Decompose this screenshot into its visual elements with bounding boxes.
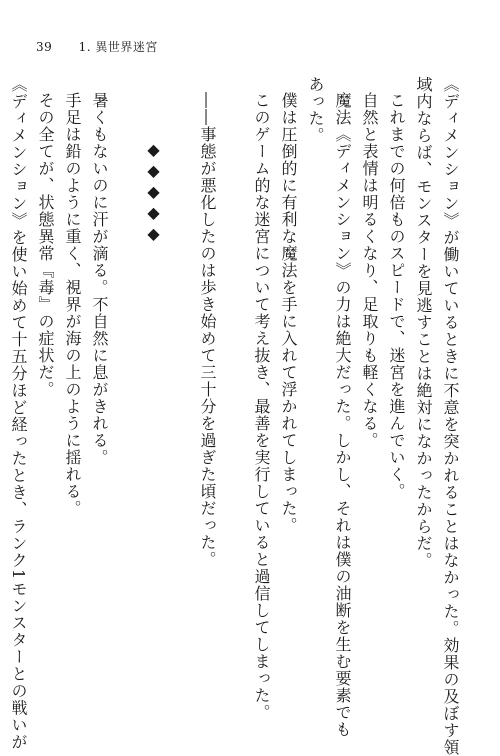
text-line: 僕は圧倒的に有利な魔法を手に入れて浮かれてしまった。	[279, 92, 298, 534]
blank-line	[167, 76, 194, 676]
text-line: 暑くもないのに汗が滴る。不自然に息がきれる。	[90, 92, 109, 466]
text-line: その全てが、状態異常『毒』の症状だ。	[36, 92, 55, 398]
text-line: これまでの何倍ものスピードで、迷宮を進んでいく。	[387, 92, 406, 500]
blank-line	[221, 76, 248, 676]
text-line: 魔法《ディメンション》の力は絶大だった。しかし、それは僕の油断を生む要素でも	[333, 92, 352, 738]
running-header	[36, 38, 158, 55]
text-line: 《ディメンション》が働いているときに不意を突かれることはなかった。効果の及ぼす領	[441, 76, 460, 756]
text-line: あった。	[306, 76, 325, 144]
vertical-body-text	[5, 76, 464, 756]
text-line: 自然と表情は明るくなり、足取りも軽くなる。	[360, 92, 379, 449]
page-number: 39	[36, 40, 53, 54]
dash-sentence: ――事態が悪化したのは歩き始めて三十分を過ぎた頃だった。	[198, 92, 217, 568]
text-line: 《ディメンション》を使い始めて十五分ほど経ったとき、ランク1モンスターとの戦いが	[9, 76, 28, 751]
chapter-title: 1. 異世界迷宮	[78, 40, 158, 54]
text-line: 域内ならば、モンスターを見逃すことは絶対になかったからだ。	[414, 76, 433, 569]
text-line: 手足は鉛のように重く、視界が海の上のように揺れる。	[63, 92, 82, 517]
text-line: このゲーム的な迷宮について考え抜き、最善を実行していると過信してしまった。	[252, 92, 271, 721]
blank-line	[113, 76, 140, 676]
scene-separator: ◆◆◆◆◆	[144, 140, 163, 245]
